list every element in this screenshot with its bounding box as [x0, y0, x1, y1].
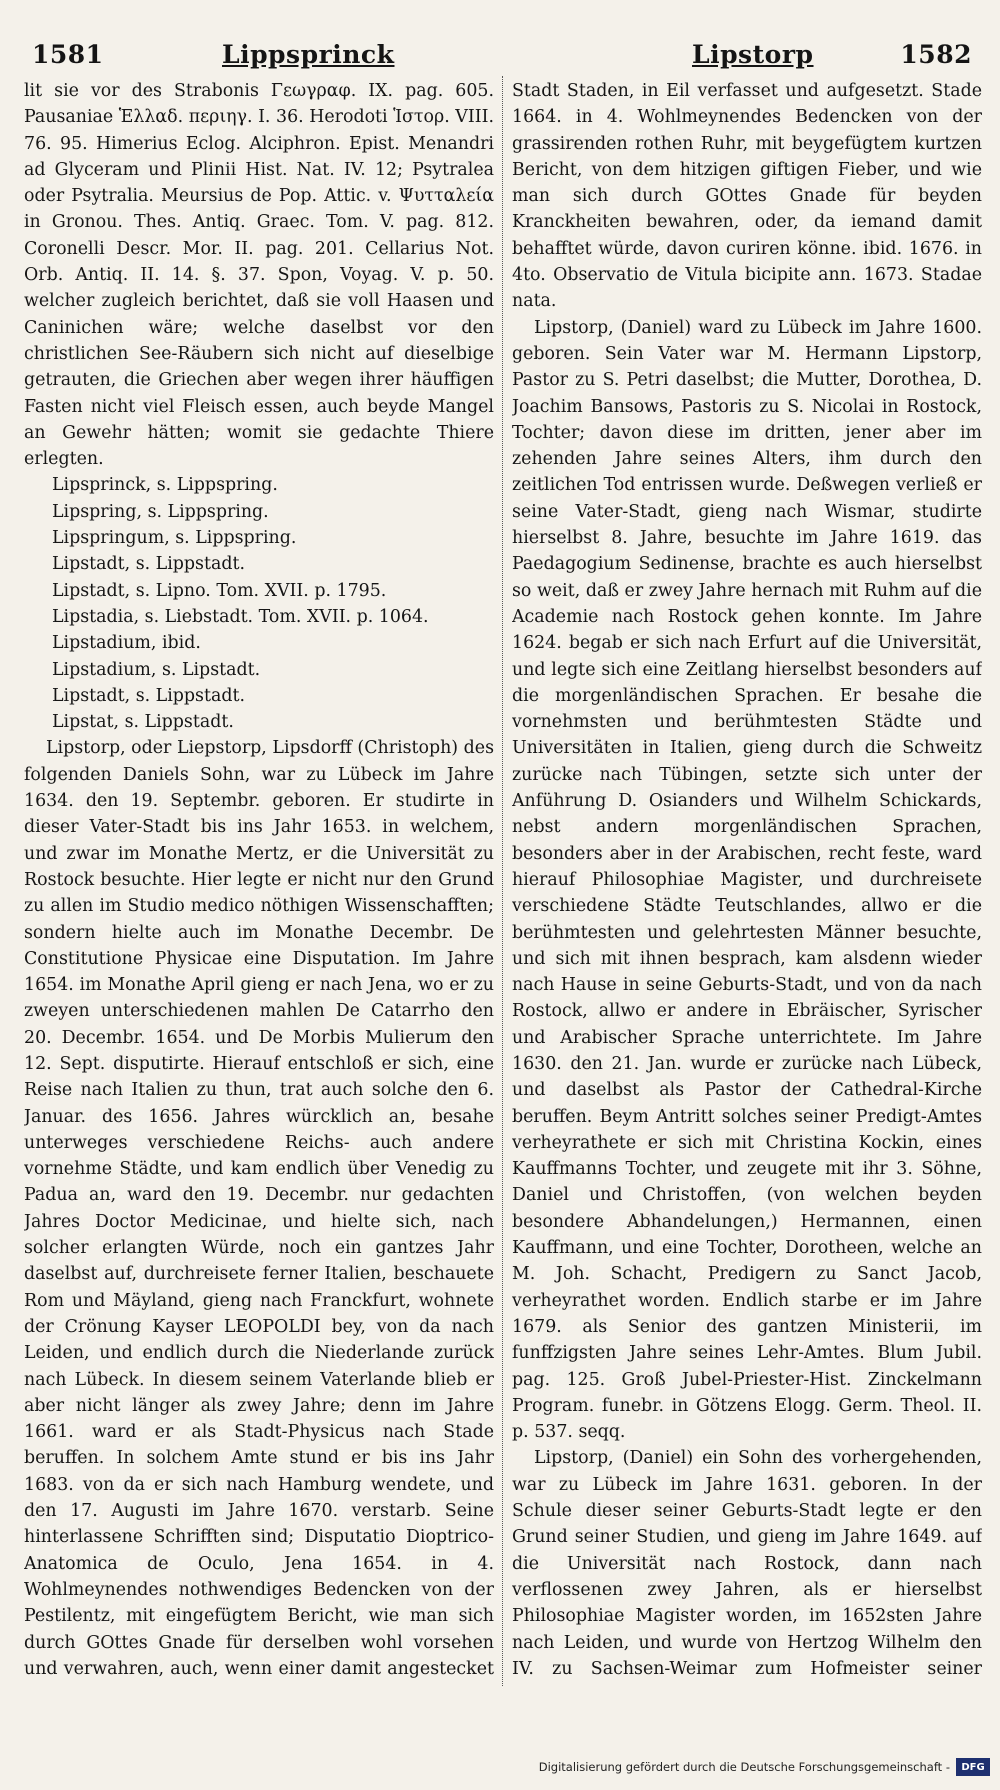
- entry-daniel-lipstorp-elder: Lipstorp, (Daniel) ward zu Lübeck im Jahre 1600. geboren. Sein Vater war M. Hermann Lipstorp, Pastor zu S. Petri daselbst; die Mutter, Dorothea, D. Joachim Bansows, Pastoris zu S. Nicolai in Rostock, Tochter; davon diese im dritten, jener aber im zehenden Jahre seines Alters, ihm durch den zeitlichen Tod entrissen wurde. Deßwegen verließ er seine Vater-Stadt, gieng nach Wismar, studirte hierselbst 8. Jahre, besuchte im Jahre 1619. das Paedagogium Sedinense, brachte es auch hierselbst so weit, daß er zwey Jahre hernach mit Ruhm auf die Academie nach Rostock gehen konnte. Im Jahre 1624. begab er sich nach Erfurt auf die Universität, und legte sich eine Zeitlang hierselbst besonders auf die morgenländischen Sprachen. Er besahe die vornehmsten und berühmtesten Städte und Universitäten in Italien, gieng durch die Schweitz zurücke nach Tübingen, setzte sich unter der Anführung D. Osianders und Wilhelm Schickards, nebst andern morgenländischen Sprachen, besonders aber in der Arabischen, recht feste, ward hierauf Philosophiae Magister, und durchreisete verschiedene Städte Teutschlandes, allwo er die berühmtesten und gelehrtesten Männer besuchte, und sich mit ihnen besprach, kam alsdenn wieder nach Hause in seine Geburts-Stadt, und von da nach Rostock, allwo er andere in Ebräischer, Syrischer und Arabischer Sprache unterrichtete. Im Jahre 1630. den 21. Jan. wurde er zurücke nach Lübeck, und daselbst als Pastor der Cathedral-Kirche beruffen. Beym Antritt solches seiner Predigt-Amtes verheyrathete er sich mit Christina Kockin, eines Kauffmanns Tochter, und zeugete mit ihr 3. Söhne, Daniel und Christoffen, (von welchen beyden besondere Abhandelungen,) Hermannen, einen Kauffmann, und eine Tochter, Dorotheen, welche an M. Joh. Schacht, Predigern zu Sanct Jacob, verheyrathet worden. Endlich starbe er im Jahre 1679. als Senior des gantzen Ministerii, im funffzigsten Jahre seines Lehr-Amtes. Blum Jubil. pag. 125. Groß Jubel-Priester-Hist. Zinckelmann Program. funebr. in Götzens Elogg. Germ. Theol. II. p. 537. seqq.: [512, 317, 982, 1443]
- page-number-right: 1582: [900, 40, 972, 69]
- cross-reference: Lipstat, s. Lippstadt.: [52, 712, 234, 733]
- entry-daniel-lipstorp-younger: Lipstorp, (Daniel) ein Sohn des vorhergehenden, war zu Lübeck im Jahre 1631. geboren. In der Schule dieser seiner Geburts-Stadt legte er den Grund seiner Studien, und gieng im Jahre 1649. auf die Universität nach Rostock, dann nach verflossenen zwey Jahren, als er hierselbst Philosophiae Magister worden, im 1652sten Jahre nach Leiden, und wurde von Hertzog Wilhelm den IV. zu Sachsen-Weimar zum Hofmeister seiner: [512, 1448, 982, 1678]
- cross-reference: Lipstadt, s. Lippstadt.: [52, 685, 245, 706]
- page-number-left: 1581: [32, 40, 104, 69]
- cross-reference: Lipsprinck, s. Lippspring.: [52, 475, 278, 496]
- paragraph: Stadt Staden, in Eil verfasset und aufgesetzt. Stade 1664. in 4. Wohlmeynendes Bedencken von der grassirenden rothen Ruhr, mit beygefügtem kurtzen Bericht, von dem hitzigen giftigen Fieber, und wie man sich durch GOttes Gnade für beyden Kranckheiten bewahren, oder, da iemand damit behafftet würde, davon curiren könne. ibid. 1676. in 4to. Observatio de Vitula bicipite ann. 1673. Stadae nata.: [512, 81, 982, 312]
- digitization-footer: [539, 1756, 990, 1778]
- paragraph: lit sie vor des Strabonis Γεωγραφ. IX. pag. 605. Pausaniae Ἑλλαδ. περιηγ. I. 36. Herodoti Ἱστορ. VIII. 76. 95. Himerius Eclog. Alciphron. Epist. Menandri ad Glyceram und Plinii Hist. Nat. IV. 12; Psytralea oder Psytralia. Meursius de Pop. Attic. v. Ψυτταλεία in Gronou. Thes. Antiq. Graec. Tom. V. pag. 812. Coronelli Descr. Mor. II. pag. 201. Cellarius Not. Orb. Antiq. II. 14. §. 37. Spon, Voyag. V. p. 50. welcher zugleich berichtet, daß sie voll Haasen und Caninichen wäre; welche daselbst vor den christlichen See-Räubern sich nicht auf dieselbige getrauten, die Griechen aber wegen ihrer häuffigen Fasten nicht viel Fleisch essen, auch beyde Mangel an Gewehr hätten; womit sie gedachte Thiere erlegten.: [24, 81, 494, 470]
- running-head-left: Lippsprinck: [222, 40, 395, 69]
- entry-christoph-lipstorp: Lipstorp, oder Liepstorp, Lipsdorff (Christoph) des folgenden Daniels Sohn, war zu Lübeck im Jahre 1634. den 19. Septembr. geboren. Er studirte in dieser Vater-Stadt bis ins Jahr 1653. in welchem, und zwar im Monathe Mertz, er die Universität zu Rostock besuchte. Hier legte er nicht nur den Grund zu allen im Studio medico nöthigen Wissenschafften; sondern hielte auch im Monathe Decembr. De Constitutione Physicae eine Disputation. Im Jahre 1654. im Monathe April gieng er nach Jena, wo er zu zweyen unterschiedenen mahlen De Catarrho den 20. Decembr. 1654. und De Morbis Mulierum den 12. Sept. disputirte. Hierauf entschloß er sich, eine Reise nach Italien zu thun, trat auch solche den 6. Januar. des 1656. Jahres würcklich an, besahe unterweges verschiedene Reichs- auch andere vornehme Städte, und kam endlich über Venedig zu Padua an, ward den 19. Decembr. nur gedachten Jahres Doctor Medicinae, und hielte sich, nach solcher erlangten Würde, noch ein gantzes Jahr daselbst auf, durchreisete ferner Italien, beschauete Rom und Mäyland, gieng nach Franckfurt, wohnete der Crönung Kayser LEOPOLDI bey, von da nach Leiden, und endlich durch die Niederlande zurück nach Lübeck. In diesem seinem Vaterlande blieb er aber nicht länger als zwey Jahre; denn im Jahre 1661. ward er als Stadt-Physicus nach Stade beruffen. In solchem Amte stund er bis ins Jahr 1683. von da er sich nach Hamburg wendete, und den 17. Augusti im Jahre 1670. verstarb. Seine hinterlassene Schrifften sind; Disputatio Dioptrico-Anatomica de Oculo, Jena 1654. in 4. Wohlmeynendes nothwendiges Bedencken von der Pestilentz, mit eingefügtem Bericht, wie man sich durch GOttes Gnade für derselben wohl vorsehen und verwahren, auch, wenn einer damit angestecket: [24, 738, 494, 1678]
- dfg-logo-icon: DFG: [956, 1758, 990, 1776]
- cross-reference: Lipstadium, s. Lipstadt.: [52, 659, 261, 680]
- cross-reference: Lipstadt, s. Lipno. Tom. XVII. p. 1795.: [52, 580, 387, 601]
- cross-reference: Lipstadia, s. Liebstadt. Tom. XVII. p. 1064.: [52, 606, 429, 627]
- running-head-right: Lipstorp: [692, 40, 814, 69]
- footer-credit: Digitalisierung gefördert durch die Deutsche Forschungsgemeinschaft -: [538, 1760, 950, 1774]
- cross-reference: Lipspring, s. Lippspring.: [52, 501, 269, 522]
- left-column: [24, 78, 494, 1678]
- cross-reference: Lipspringum, s. Lippspring.: [52, 528, 297, 549]
- page-header: [32, 40, 972, 74]
- column-divider: [502, 76, 503, 1686]
- cross-reference: Lipstadt, s. Lippstadt.: [52, 554, 245, 575]
- cross-reference: Lipstadium, ibid.: [52, 633, 201, 654]
- right-column: [512, 78, 982, 1678]
